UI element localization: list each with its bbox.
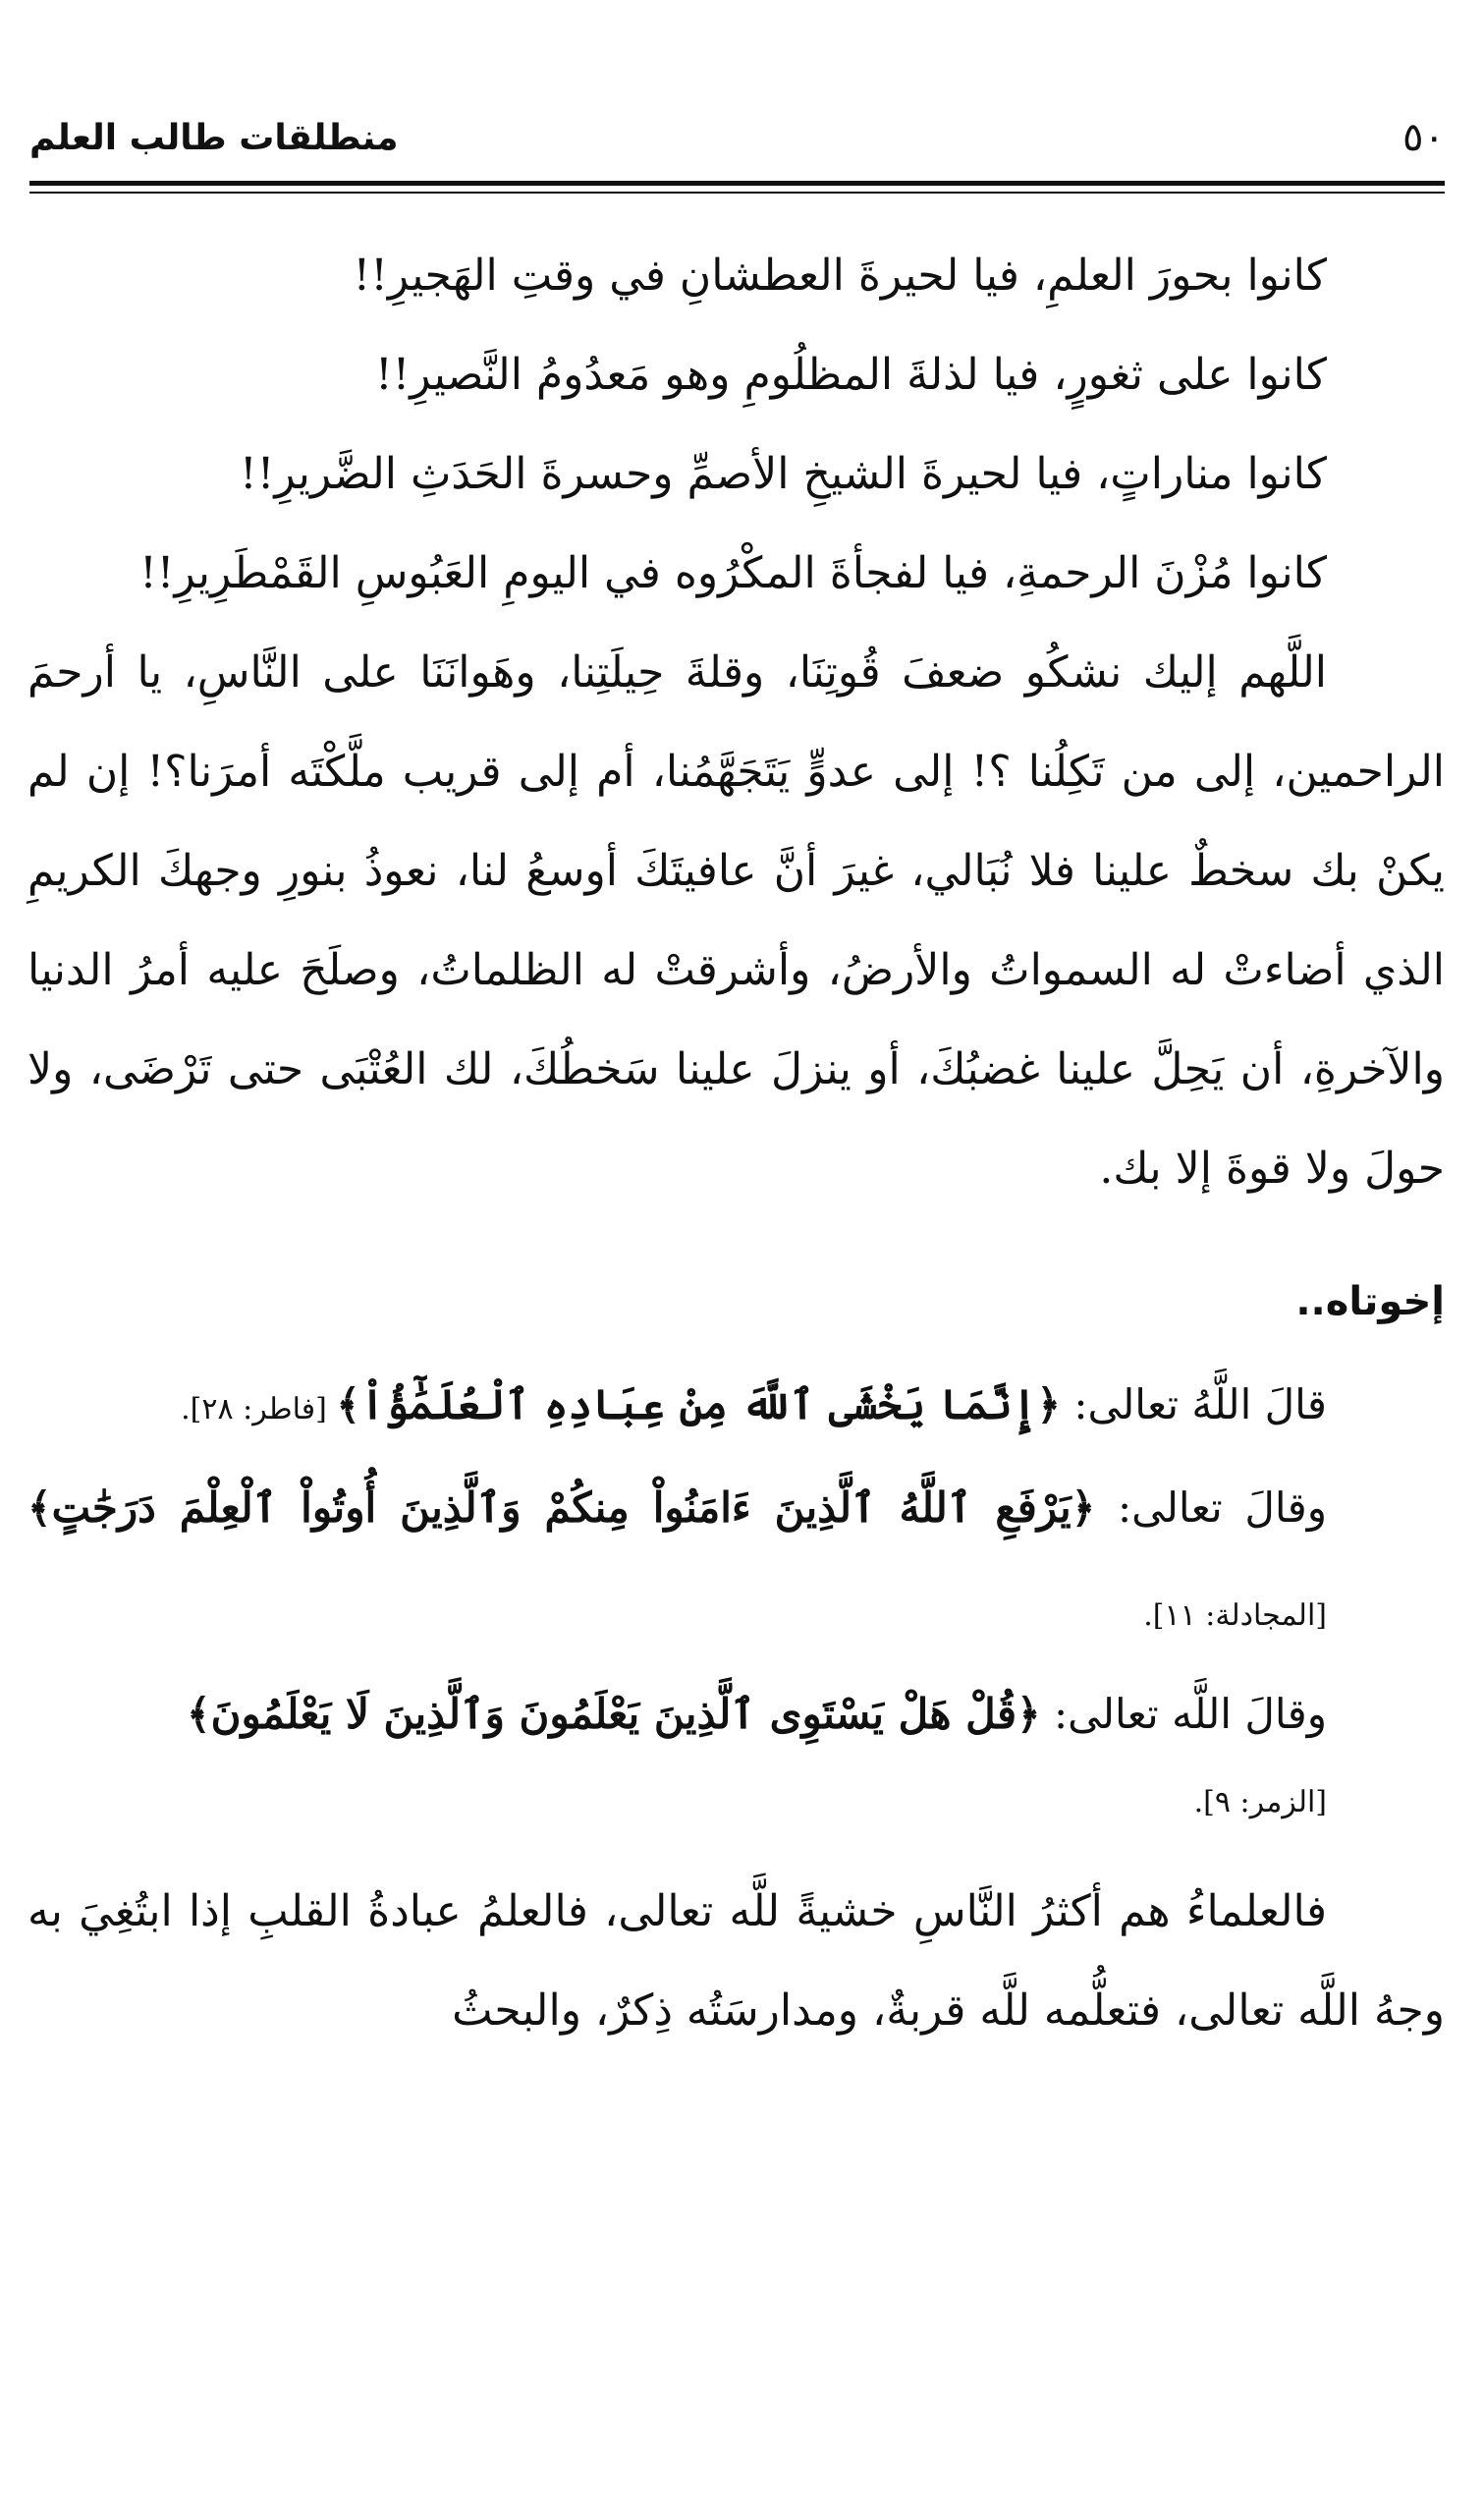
- quran-quote: [27, 1356, 1445, 1459]
- section-heading: إخوتاه..: [1295, 1279, 1445, 1324]
- poem-line: كانوا مُزْنَ الرحمةِ، فيا لفجأةَ المكْرُوه في اليومِ العَبُوسِ القَمْطَرِيرِ!!: [139, 548, 1327, 598]
- quote-verse: ﴿يَرْفَعِ ٱللَّهُ ٱلَّذِينَ ءَامَنُواْ مِنكُمْ وَٱلَّذِينَ أُوتُواْ ٱلْعِلْمَ دَرَجَٰتٍ﴾: [27, 1483, 1096, 1532]
- running-header: [29, 103, 1445, 172]
- poem-line: كانوا مناراتٍ، فيا لحيرةَ الشيخِ الأصمِّ وحسرةَ الحَدَثِ الضَّريرِ!!: [240, 449, 1327, 499]
- book-title: منطلقات طالب العلم: [29, 117, 399, 158]
- quote-intro: قالَ اللَّهُ تعالى:: [1060, 1380, 1327, 1428]
- prayer-paragraph: [27, 623, 1445, 1218]
- header-rule-thin: [29, 192, 1445, 194]
- closing-text: فالعلماءُ هم أكثرُ النَّاسِ خشيةً للَّه تعالى، فالعلمُ عبادةُ القلبِ إذا ابتُغِيَ به وجهُ اللَّه تعالى، فتعلُّمه للَّه قربةٌ، ومدارسَتُه ذِكرٌ، والبحثُ: [27, 1886, 1445, 2036]
- quote-intro: وقالَ اللَّه تعالى:: [1040, 1690, 1327, 1738]
- quran-quote: [27, 1665, 1445, 1763]
- quote-reference-line: [27, 1763, 1445, 1842]
- page-number: ٥٠: [1402, 115, 1445, 160]
- quote-intro: وقالَ تعالى:: [1095, 1483, 1327, 1532]
- quote-reference: [المجادلة: ١١].: [1143, 1598, 1327, 1633]
- page-body: [27, 226, 1445, 2060]
- quran-quote: [27, 1459, 1445, 1665]
- closing-paragraph: [27, 1862, 1445, 2060]
- quote-verse: ﴿قُلْ هَلْ يَسْتَوِى ٱلَّذِينَ يَعْلَمُونَ وَٱلَّذِينَ لَا يَعْلَمُونَ﴾: [187, 1690, 1041, 1738]
- quote-reference: [فاطر: ٢٨].: [181, 1392, 337, 1426]
- prayer-text: اللَّهم إليك نشكُو ضعفَ قُوتِنَا، وقلةَ حِيلَتِنا، وهَوانَنَا على النَّاسِ، يا أرحمَ الراحمين، إلى من تَكِلُنا ؟! إلى عدوٍّ يَتَجَهَّمُنا، أم إلى قريب ملَّكْتَه أمرَنا؟! إن لم يكنْ بك سخطٌ علينا فلا نُبَالي، غيرَ أنَّ عافيتَكَ أوسعُ لنا، نعوذُ بنورِ وجهكَ الكريمِ الذي أضاءتْ له السمواتُ والأرضُ، وأشرقتْ له الظلماتُ، وصلَحَ عليه أمرُ الدنيا والآخرةِ، أن يَحِلَّ علينا غضبُكَ، أو ينزلَ علينا سَخطُكَ، لك العُتْبَى حتى تَرْضَى، ولا حولَ ولا قوةَ إلا بك.: [27, 647, 1445, 1194]
- header-rule-thick: [29, 181, 1445, 186]
- poem-line: كانوا بحورَ العلمِ، فيا لحيرةَ العطشانِ في وقتِ الهَجيرِ!!: [353, 251, 1327, 301]
- quote-verse: ﴿إِنَّمَا يَخْشَى ٱللَّهَ مِنْ عِبَادِهِ ٱلْعُلَمَٰٓؤُاْ﴾: [336, 1380, 1061, 1428]
- poem-line: كانوا على ثغورٍ، فيا لذلةَ المظلُومِ وهو مَعدُومُ النَّصيرِ!!: [374, 350, 1327, 400]
- quote-reference: [الزمر: ٩].: [1193, 1785, 1327, 1819]
